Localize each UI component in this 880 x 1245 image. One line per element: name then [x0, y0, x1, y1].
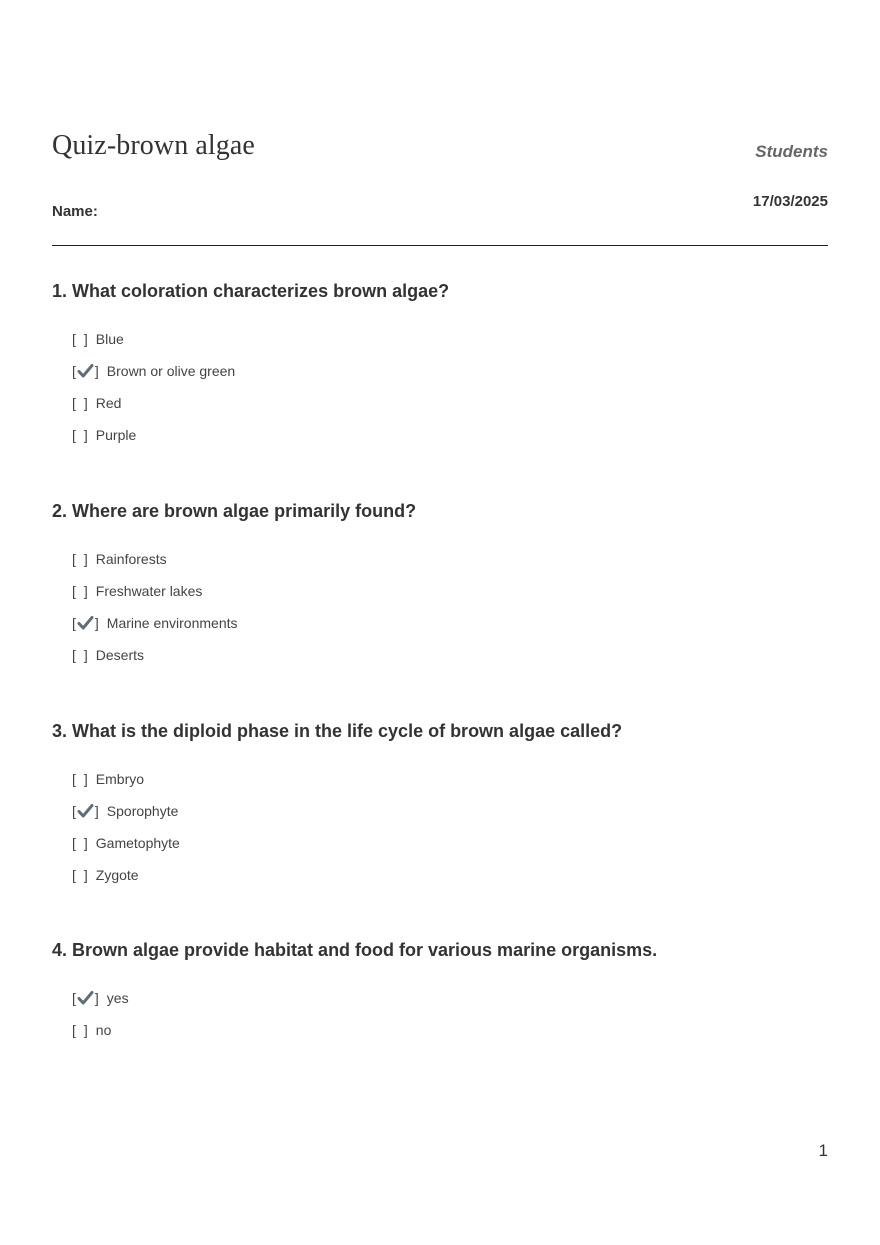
checkbox[interactable]: [ ]: [72, 331, 88, 347]
checkbox-checked[interactable]: [ ]: [72, 615, 99, 631]
option-label: Blue: [95, 331, 124, 347]
quiz-title: Quiz-brown algae: [52, 130, 255, 161]
options-list: [52, 549, 828, 677]
option-item[interactable]: [72, 769, 828, 801]
option-label: Purple: [95, 427, 137, 443]
question-2: [52, 499, 828, 677]
options-list: [52, 988, 828, 1052]
checkbox[interactable]: [ ]: [72, 867, 88, 883]
checkbox[interactable]: [ ]: [72, 1022, 88, 1038]
question-1: [52, 279, 828, 457]
option-label: no: [95, 1022, 112, 1038]
question-text: 4. Brown algae provide habitat and food for various marine organisms.: [52, 940, 658, 960]
checkbox[interactable]: [ ]: [72, 835, 88, 851]
question-3: [52, 719, 828, 897]
question-text: 1. What coloration characterizes brown algae?: [52, 281, 450, 301]
option-label: Zygote: [95, 867, 139, 883]
checkbox-checked[interactable]: [ ]: [72, 990, 99, 1006]
option-item[interactable]: [72, 645, 828, 677]
option-label: Brown or olive green: [106, 363, 236, 379]
option-label: Freshwater lakes: [95, 583, 203, 599]
option-label: yes: [106, 990, 129, 1006]
option-label: Gametophyte: [95, 835, 180, 851]
question-text: 2. Where are brown algae primarily found?: [52, 501, 417, 521]
page-number: 1: [818, 1141, 828, 1160]
option-item[interactable]: [72, 425, 828, 457]
checkbox[interactable]: [ ]: [72, 647, 88, 663]
checkbox-checked[interactable]: [ ]: [72, 363, 99, 379]
option-item[interactable]: [72, 393, 828, 425]
option-item[interactable]: [72, 581, 828, 613]
option-item[interactable]: [72, 865, 828, 897]
audience-label: Students: [755, 142, 828, 161]
option-item[interactable]: [72, 1020, 828, 1052]
option-label: Sporophyte: [106, 803, 179, 819]
option-item[interactable]: [72, 329, 828, 361]
checkbox[interactable]: [ ]: [72, 551, 88, 567]
option-label: Red: [95, 395, 122, 411]
header-divider: [52, 245, 828, 246]
name-label: Name:: [52, 203, 98, 220]
option-item[interactable]: [72, 361, 828, 393]
checkmark-icon: [77, 362, 94, 380]
option-item[interactable]: [72, 801, 828, 833]
quiz-date: 17/03/2025: [752, 193, 828, 210]
checkbox[interactable]: [ ]: [72, 427, 88, 443]
checkbox[interactable]: [ ]: [72, 395, 88, 411]
checkmark-icon: [77, 802, 94, 820]
checkmark-icon: [77, 614, 94, 632]
option-label: Deserts: [95, 647, 145, 663]
option-label: Rainforests: [95, 551, 167, 567]
option-item[interactable]: [72, 988, 828, 1020]
checkbox-checked[interactable]: [ ]: [72, 803, 99, 819]
question-4: [52, 938, 828, 1052]
options-list: [52, 329, 828, 457]
option-item[interactable]: [72, 549, 828, 581]
options-list: [52, 769, 828, 897]
checkmark-icon: [77, 989, 94, 1007]
option-label: Embryo: [95, 771, 145, 787]
option-item[interactable]: [72, 833, 828, 865]
option-label: Marine environments: [106, 615, 238, 631]
option-item[interactable]: [72, 613, 828, 645]
checkbox[interactable]: [ ]: [72, 771, 88, 787]
question-text: 3. What is the diploid phase in the life cycle of brown algae called?: [52, 721, 623, 741]
checkbox[interactable]: [ ]: [72, 583, 88, 599]
